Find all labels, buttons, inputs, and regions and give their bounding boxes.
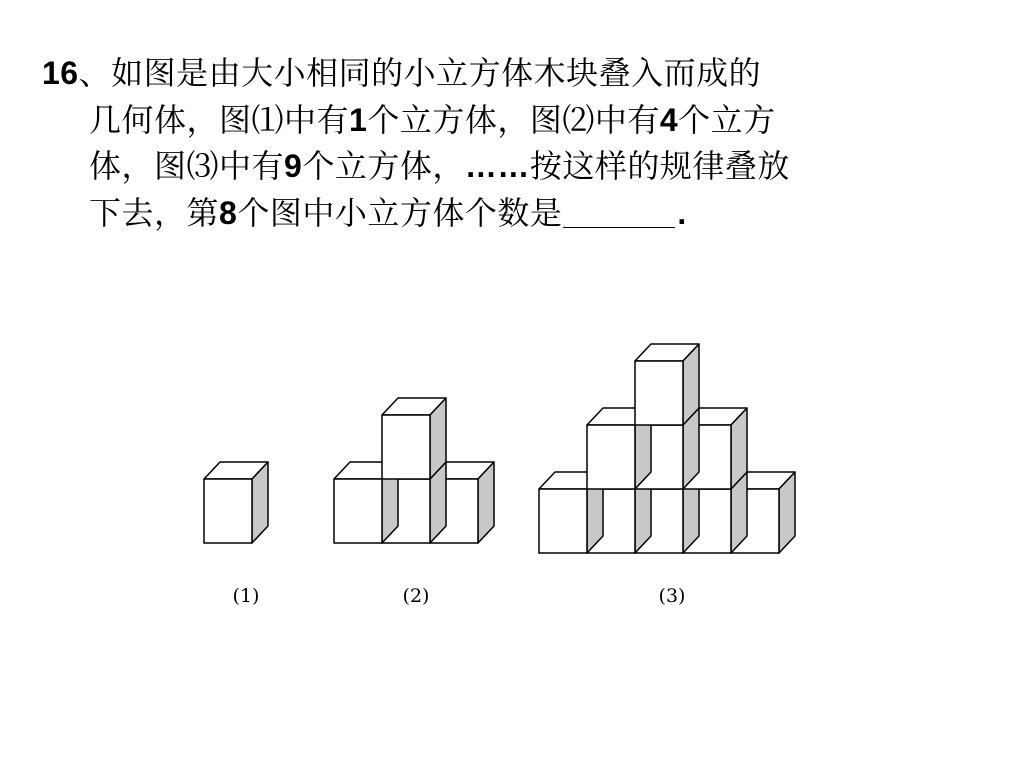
cube-front-face (334, 479, 382, 543)
cube (204, 462, 268, 543)
cube-front-face (204, 479, 252, 543)
figure-2-caption: (2) (402, 585, 430, 607)
cube-front-face (539, 489, 587, 553)
question-line-2: 几何体，图⑴中有1个立方体，图⑵中有4个立方 (89, 100, 776, 139)
question-line-3: 体，图⑶中有9个立方体，……按这样的规律叠放 (89, 147, 790, 185)
figure-2 (334, 398, 494, 543)
cube-front-face (382, 415, 430, 479)
question-line-4: 下去，第8个图中小立方体个数是 . (42, 190, 962, 237)
figure-3-caption: (3) (658, 585, 686, 607)
question-number: 16 (42, 55, 79, 91)
cube-front-face (635, 361, 683, 425)
cube-front-face (587, 425, 635, 489)
cube (635, 344, 699, 425)
question-line-1: 16、如图是由大小相同的小立方体木块叠入而成的 (42, 54, 762, 92)
figure-1 (204, 462, 268, 543)
figure-1-caption: (1) (232, 585, 260, 607)
figure-3 (539, 344, 795, 553)
cube (382, 398, 446, 479)
